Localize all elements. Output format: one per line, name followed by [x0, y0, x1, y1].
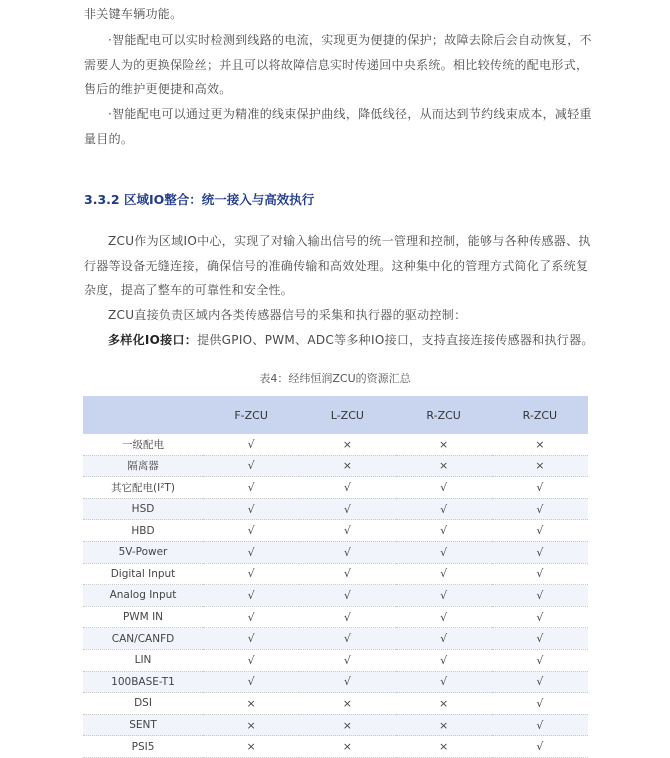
check-mark-cell: √ [492, 585, 588, 607]
cross-mark-cell: × [396, 714, 492, 736]
bullet-paragraph-2 [84, 102, 594, 151]
table-row [83, 563, 588, 585]
section-heading: 3.3.2 区域IO整合：统一接入与高效执行 [84, 192, 315, 207]
check-mark-cell: √ [203, 563, 299, 585]
table-row [83, 498, 588, 520]
check-mark-cell: √ [396, 649, 492, 671]
table-body [83, 434, 588, 757]
cross-mark-cell: × [492, 455, 588, 477]
section-paragraph-3 [84, 328, 594, 353]
table-caption: 表4：经纬恒润ZCU的资源汇总 [259, 372, 411, 385]
check-mark-cell: √ [492, 736, 588, 758]
check-mark-cell: √ [299, 563, 395, 585]
table-row [83, 455, 588, 477]
table-row [83, 541, 588, 563]
check-mark-cell: √ [299, 520, 395, 542]
check-mark-cell: √ [396, 606, 492, 628]
header-cell-l-zcu: L-ZCU [299, 396, 395, 434]
cross-mark-cell: × [203, 693, 299, 715]
row-label: LIN [83, 649, 203, 671]
check-mark-cell: √ [396, 498, 492, 520]
cross-mark-cell: × [396, 455, 492, 477]
table-row [83, 693, 588, 715]
resource-table [83, 396, 588, 758]
check-mark-cell: √ [299, 606, 395, 628]
row-label: HBD [83, 520, 203, 542]
check-mark-cell: √ [203, 671, 299, 693]
check-mark-cell: √ [299, 477, 395, 499]
check-mark-cell: √ [203, 649, 299, 671]
check-mark-cell: √ [299, 649, 395, 671]
table-row [83, 671, 588, 693]
check-mark-cell: √ [299, 585, 395, 607]
row-label: CAN/CANFD [83, 628, 203, 650]
check-mark-cell: √ [396, 585, 492, 607]
row-label: PSI5 [83, 736, 203, 758]
row-label: 一级配电 [83, 434, 203, 455]
check-mark-cell: √ [492, 477, 588, 499]
bullet-text-1: ·智能配电可以实时检测到线路的电流，实现更为便捷的保护；故障去除后会自动恢复，不需要人为的更换保险丝；并且可以将故障信息实时传递回中央系统。相比较传统的配电形式，售后的维护更便捷和高效。 [84, 33, 592, 97]
check-mark-cell: √ [396, 541, 492, 563]
io-interface-label: 多样化IO接口： [108, 333, 198, 347]
row-label: HSD [83, 498, 203, 520]
check-mark-cell: √ [396, 563, 492, 585]
check-mark-cell: √ [492, 649, 588, 671]
section-text-1: ZCU作为区域IO中心，实现了对输入输出信号的统一管理和控制，能够与各种传感器、执行器等设备无缝连接，确保信号的准确传输和高效处理。这种集中化的管理方式简化了系统复杂度，提高了整车的可靠性和安全性。 [84, 234, 591, 298]
header-cell-f-zcu: F-ZCU [203, 396, 299, 434]
check-mark-cell: √ [492, 714, 588, 736]
header-cell-r-zcu-2: R-ZCU [492, 396, 588, 434]
cross-mark-cell: × [396, 693, 492, 715]
check-mark-cell: √ [203, 498, 299, 520]
io-interface-text: 提供GPIO、PWM、ADC等多种IO接口，支持直接连接传感器和执行器。 [197, 333, 594, 347]
cross-mark-cell: × [299, 714, 395, 736]
cross-mark-cell: × [299, 434, 395, 455]
check-mark-cell: √ [299, 671, 395, 693]
check-mark-cell: √ [492, 498, 588, 520]
cross-mark-cell: × [299, 736, 395, 758]
check-mark-cell: √ [492, 520, 588, 542]
cross-mark-cell: × [203, 714, 299, 736]
table-row [83, 434, 588, 455]
intro-line [84, 2, 594, 27]
row-label: PWM IN [83, 606, 203, 628]
table-row [83, 477, 588, 499]
check-mark-cell: √ [396, 477, 492, 499]
table-row [83, 714, 588, 736]
row-label: Analog Input [83, 585, 203, 607]
row-label: SENT [83, 714, 203, 736]
cross-mark-cell: × [396, 736, 492, 758]
row-label: DSI [83, 693, 203, 715]
section-paragraph-2 [84, 303, 594, 328]
check-mark-cell: √ [299, 541, 395, 563]
table-header-row [83, 396, 588, 434]
table-row [83, 628, 588, 650]
table-row [83, 606, 588, 628]
check-mark-cell: √ [492, 628, 588, 650]
check-mark-cell: √ [492, 541, 588, 563]
cross-mark-cell: × [492, 434, 588, 455]
row-label: Digital Input [83, 563, 203, 585]
cross-mark-cell: × [299, 455, 395, 477]
row-label: 其它配电(I²T) [83, 477, 203, 499]
row-label: 5V-Power [83, 541, 203, 563]
table-row [83, 520, 588, 542]
row-label: 隔离器 [83, 455, 203, 477]
cross-mark-cell: × [299, 693, 395, 715]
check-mark-cell: √ [203, 520, 299, 542]
intro-text: 非关键车辆功能。 [84, 7, 183, 21]
check-mark-cell: √ [396, 520, 492, 542]
header-cell-blank [83, 396, 203, 434]
check-mark-cell: √ [396, 628, 492, 650]
check-mark-cell: √ [299, 498, 395, 520]
cross-mark-cell: × [203, 736, 299, 758]
check-mark-cell: √ [492, 563, 588, 585]
table-row [83, 649, 588, 671]
bullet-text-2: ·智能配电可以通过更为精准的线束保护曲线，降低线径，从而达到节约线束成本，减轻重量目的。 [84, 107, 592, 146]
table-row [83, 585, 588, 607]
cross-mark-cell: × [396, 434, 492, 455]
check-mark-cell: √ [203, 585, 299, 607]
check-mark-cell: √ [396, 671, 492, 693]
bullet-paragraph-1 [84, 28, 594, 102]
check-mark-cell: √ [492, 606, 588, 628]
check-mark-cell: √ [203, 455, 299, 477]
section-paragraph-1 [84, 229, 594, 303]
check-mark-cell: √ [492, 671, 588, 693]
header-cell-r-zcu: R-ZCU [396, 396, 492, 434]
check-mark-cell: √ [203, 477, 299, 499]
check-mark-cell: √ [203, 606, 299, 628]
check-mark-cell: √ [203, 434, 299, 455]
row-label: 100BASE-T1 [83, 671, 203, 693]
section-text-2: ZCU直接负责区域内各类传感器信号的采集和执行器的驱动控制： [108, 308, 467, 322]
check-mark-cell: √ [203, 541, 299, 563]
table-row [83, 736, 588, 758]
check-mark-cell: √ [203, 628, 299, 650]
check-mark-cell: √ [492, 693, 588, 715]
check-mark-cell: √ [299, 628, 395, 650]
